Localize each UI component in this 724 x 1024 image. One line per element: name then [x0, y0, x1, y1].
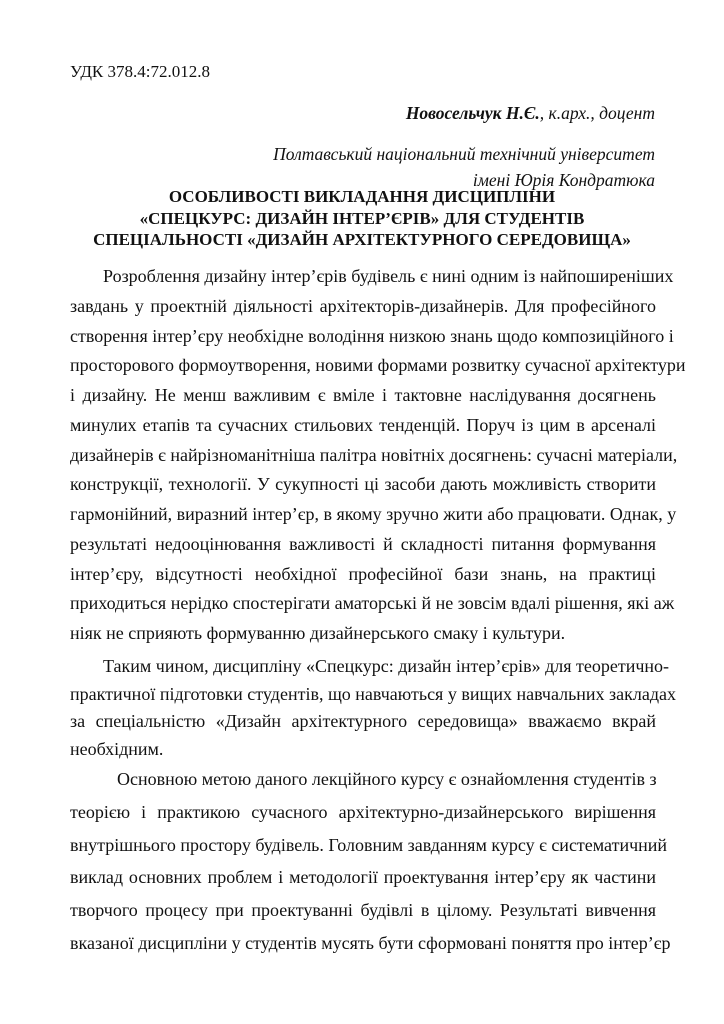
affiliation-line: імені Юрія Кондратюка: [472, 170, 655, 190]
text-line: теорією і практикою сучасного архітектурно-дизайнерського вирішення: [70, 801, 656, 822]
title-line: «СПЕЦКУРС: ДИЗАЙН ІНТЕР’ЄРІВ» ДЛЯ СТУДЕНТІВ: [139, 208, 585, 228]
text-line: просторового формоутворення, новими формами розвитку сучасної архітектури: [70, 355, 686, 376]
text-line: Розроблення дизайну інтер’єрів будівель є нині одним із найпоширеніших: [103, 266, 674, 286]
title-line: СПЕЦІАЛЬНОСТІ «ДИЗАЙН АРХІТЕКТУРНОГО СЕРЕДОВИЩА»: [93, 230, 631, 249]
text-line: результаті недооцінювання важливості й складності питання формування: [70, 533, 656, 554]
text-line: вказаної дисципліни у студентів мусять бути сформовані поняття про інтер’єр: [70, 933, 671, 953]
text-line: за спеціальністю «Дизайн архітектурного середовища» вважаємо вкрай: [70, 711, 656, 731]
author-line: [406, 103, 655, 124]
text-line: конструкції, технології. У сукупності ці засоби дають можливість створити: [70, 474, 656, 495]
author-name: Новосельчук Н.Є.: [405, 103, 540, 123]
text-line: і дизайну. Не менш важливим є вміле і тактовне наслідування досягнень: [70, 385, 656, 405]
text-line: Таким чином, дисципліну «Спецкурс: дизайн інтер’єрів» для теоретично-: [103, 656, 670, 676]
author-credentials: , к.арх., доцент: [539, 103, 655, 123]
text-line: завдань у проектній діяльності архітекторів-дизайнерів. Для професійного: [70, 295, 656, 316]
text-line: виклад основних проблем і методології проектування інтер’єру як частини: [70, 867, 656, 888]
text-line: приходиться нерідко спостерігати аматорські й не зовсім вдалі рішення, які аж: [70, 593, 675, 614]
text-line: внутрішнього простору будівель. Головним завданням курсу є систематичний: [70, 834, 668, 855]
article-title: [0, 186, 724, 251]
text-line: практичної підготовки студентів, що навчаються у вищих навчальних закладах: [70, 683, 677, 704]
text-line: необхідним.: [70, 738, 164, 759]
text-line: творчого процесу при проектуванні будівлі в цілому. Результаті вивчення: [70, 900, 656, 921]
title-line: ОСОБЛИВОСТІ ВИКЛАДАННЯ ДИСЦИПЛІНИ: [168, 187, 556, 206]
text-line: ніяк не сприяють формуванню дизайнерського смаку і культури.: [70, 623, 566, 643]
text-line: минулих етапів та сучасних стильових тенденцій. Поруч із цим в арсеналі: [70, 414, 656, 435]
text-line: інтер’єру, відсутності необхідної професійної бази знань, на практиці: [70, 563, 656, 584]
text-line: Основною метою даного лекційного курсу є ознайомлення студентів з: [117, 769, 657, 789]
udk-code: УДК 378.4:72.012.8: [70, 62, 210, 81]
text-line: створення інтер’єру необхідне володіння низкою знань щодо композиційного і: [70, 325, 674, 346]
affiliation-line: Полтавський національний технічний університет: [273, 144, 655, 164]
text-line: гармонійний, виразний інтер’єр, в якому зручно жити або працювати. Однак, у: [70, 504, 677, 524]
text-line: дизайнерів є найрізноманітніша палітра новітніх досягнень: сучасні матеріали,: [70, 444, 678, 465]
